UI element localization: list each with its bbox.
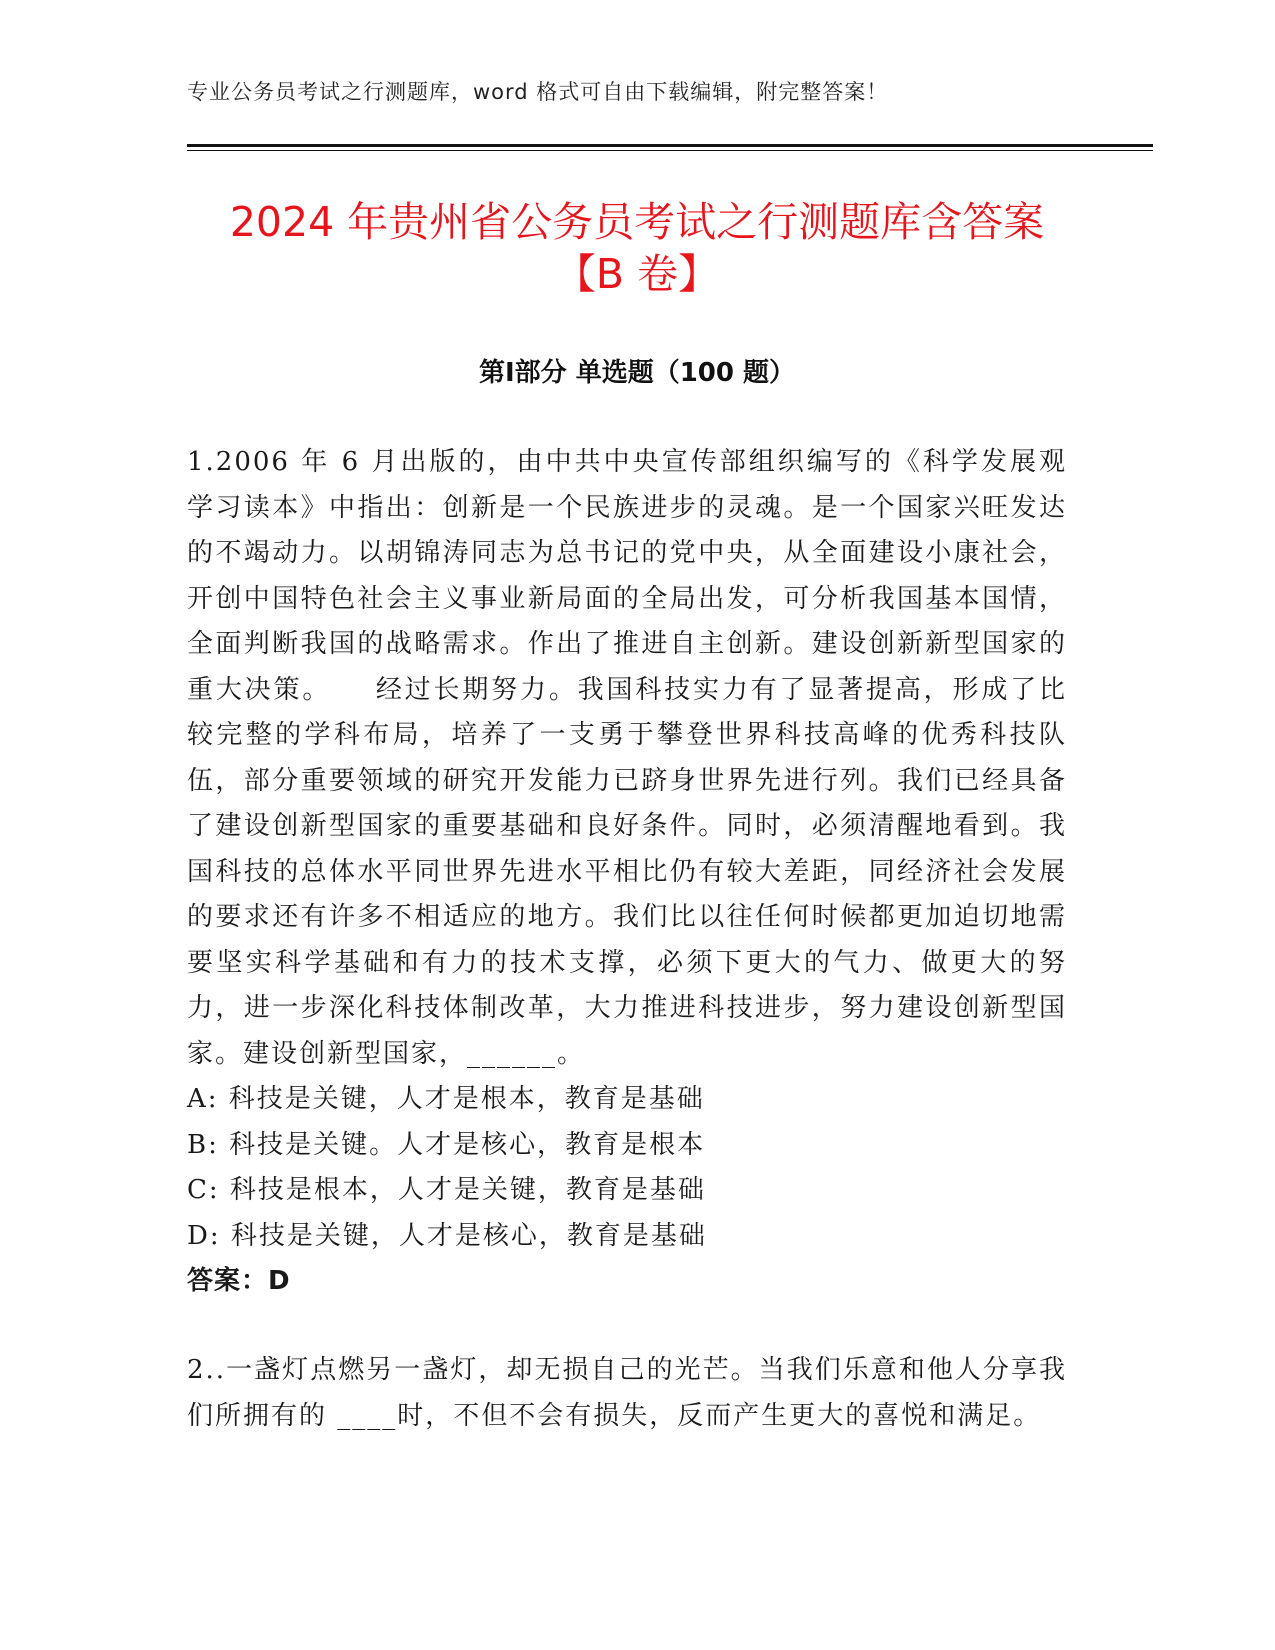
question-2-stem: 2..一盏灯点燃另一盏灯，却无损自己的光芒。当我们乐意和他人分享我们所拥有的 ____时，不但不会有损失，反而产生更大的喜悦和满足。	[187, 1355, 1067, 1431]
document-title-line2: 【B 卷】	[554, 250, 720, 298]
question-1	[187, 440, 1067, 1305]
question-1-option-d: D: 科技是关键，人才是核心，教育是基础	[187, 1220, 707, 1251]
question-1-option-a: A: 科技是关键，人才是根本，教育是基础	[187, 1084, 705, 1114]
question-1-answer: 答案：D	[187, 1266, 291, 1296]
document-title-line1: 2024 年贵州省公务员考试之行测题库含答案	[229, 198, 1045, 246]
question-2	[187, 1348, 1067, 1439]
header-rule-thick	[187, 144, 1153, 147]
header-note: 专业公务员考试之行测题库，word 格式可自由下载编辑，附完整答案！	[187, 80, 889, 104]
section-title: 第Ⅰ部分 单选题（100 题）	[478, 358, 796, 388]
header-rule-thin	[187, 150, 1153, 151]
question-1-option-b: B: 科技是关键。人才是核心，教育是根本	[187, 1129, 706, 1160]
document-title	[187, 196, 1087, 300]
question-1-option-c: C: 科技是根本，人才是关键，教育是基础	[187, 1175, 706, 1205]
question-1-stem: 1.2006 年 6 月出版的，由中共中央宣传部组织编写的《科学发展观学习读本》中指出：创新是一个民族进步的灵魂。是一个国家兴旺发达的不竭动力。以胡锦涛同志为总书记的党中央，从全面建设小康社会，开创中国特色社会主义事业新局面的全局出发，可分析我国基本国情，全面判断我国的战略需求。作出了推进自主创新。建设创新新型国家的重大决策。 经过长期努力。我国科技实力有了显著提高，形成了比较完整的学科布局，培养了一支勇于攀登世界科技高峰的优秀科技队伍，部分重要领域的研究开发能力已跻身世界先进行列。我们已经具备了建设创新型国家的重要基础和良好条件。同时，必须清醒地看到。我国科技的总体水平同世界先进水平相比仍有较大差距，同经济社会发展的要求还有许多不相适应的地方。我们比以往任何时候都更加迫切地需要坚实科学基础和有力的技术支撑，必须下更大的气力、做更大的努力，进一步深化科技体制改革，大力推进科技进步，努力建设创新型国家。建设创新型国家，______。	[187, 447, 1067, 1069]
